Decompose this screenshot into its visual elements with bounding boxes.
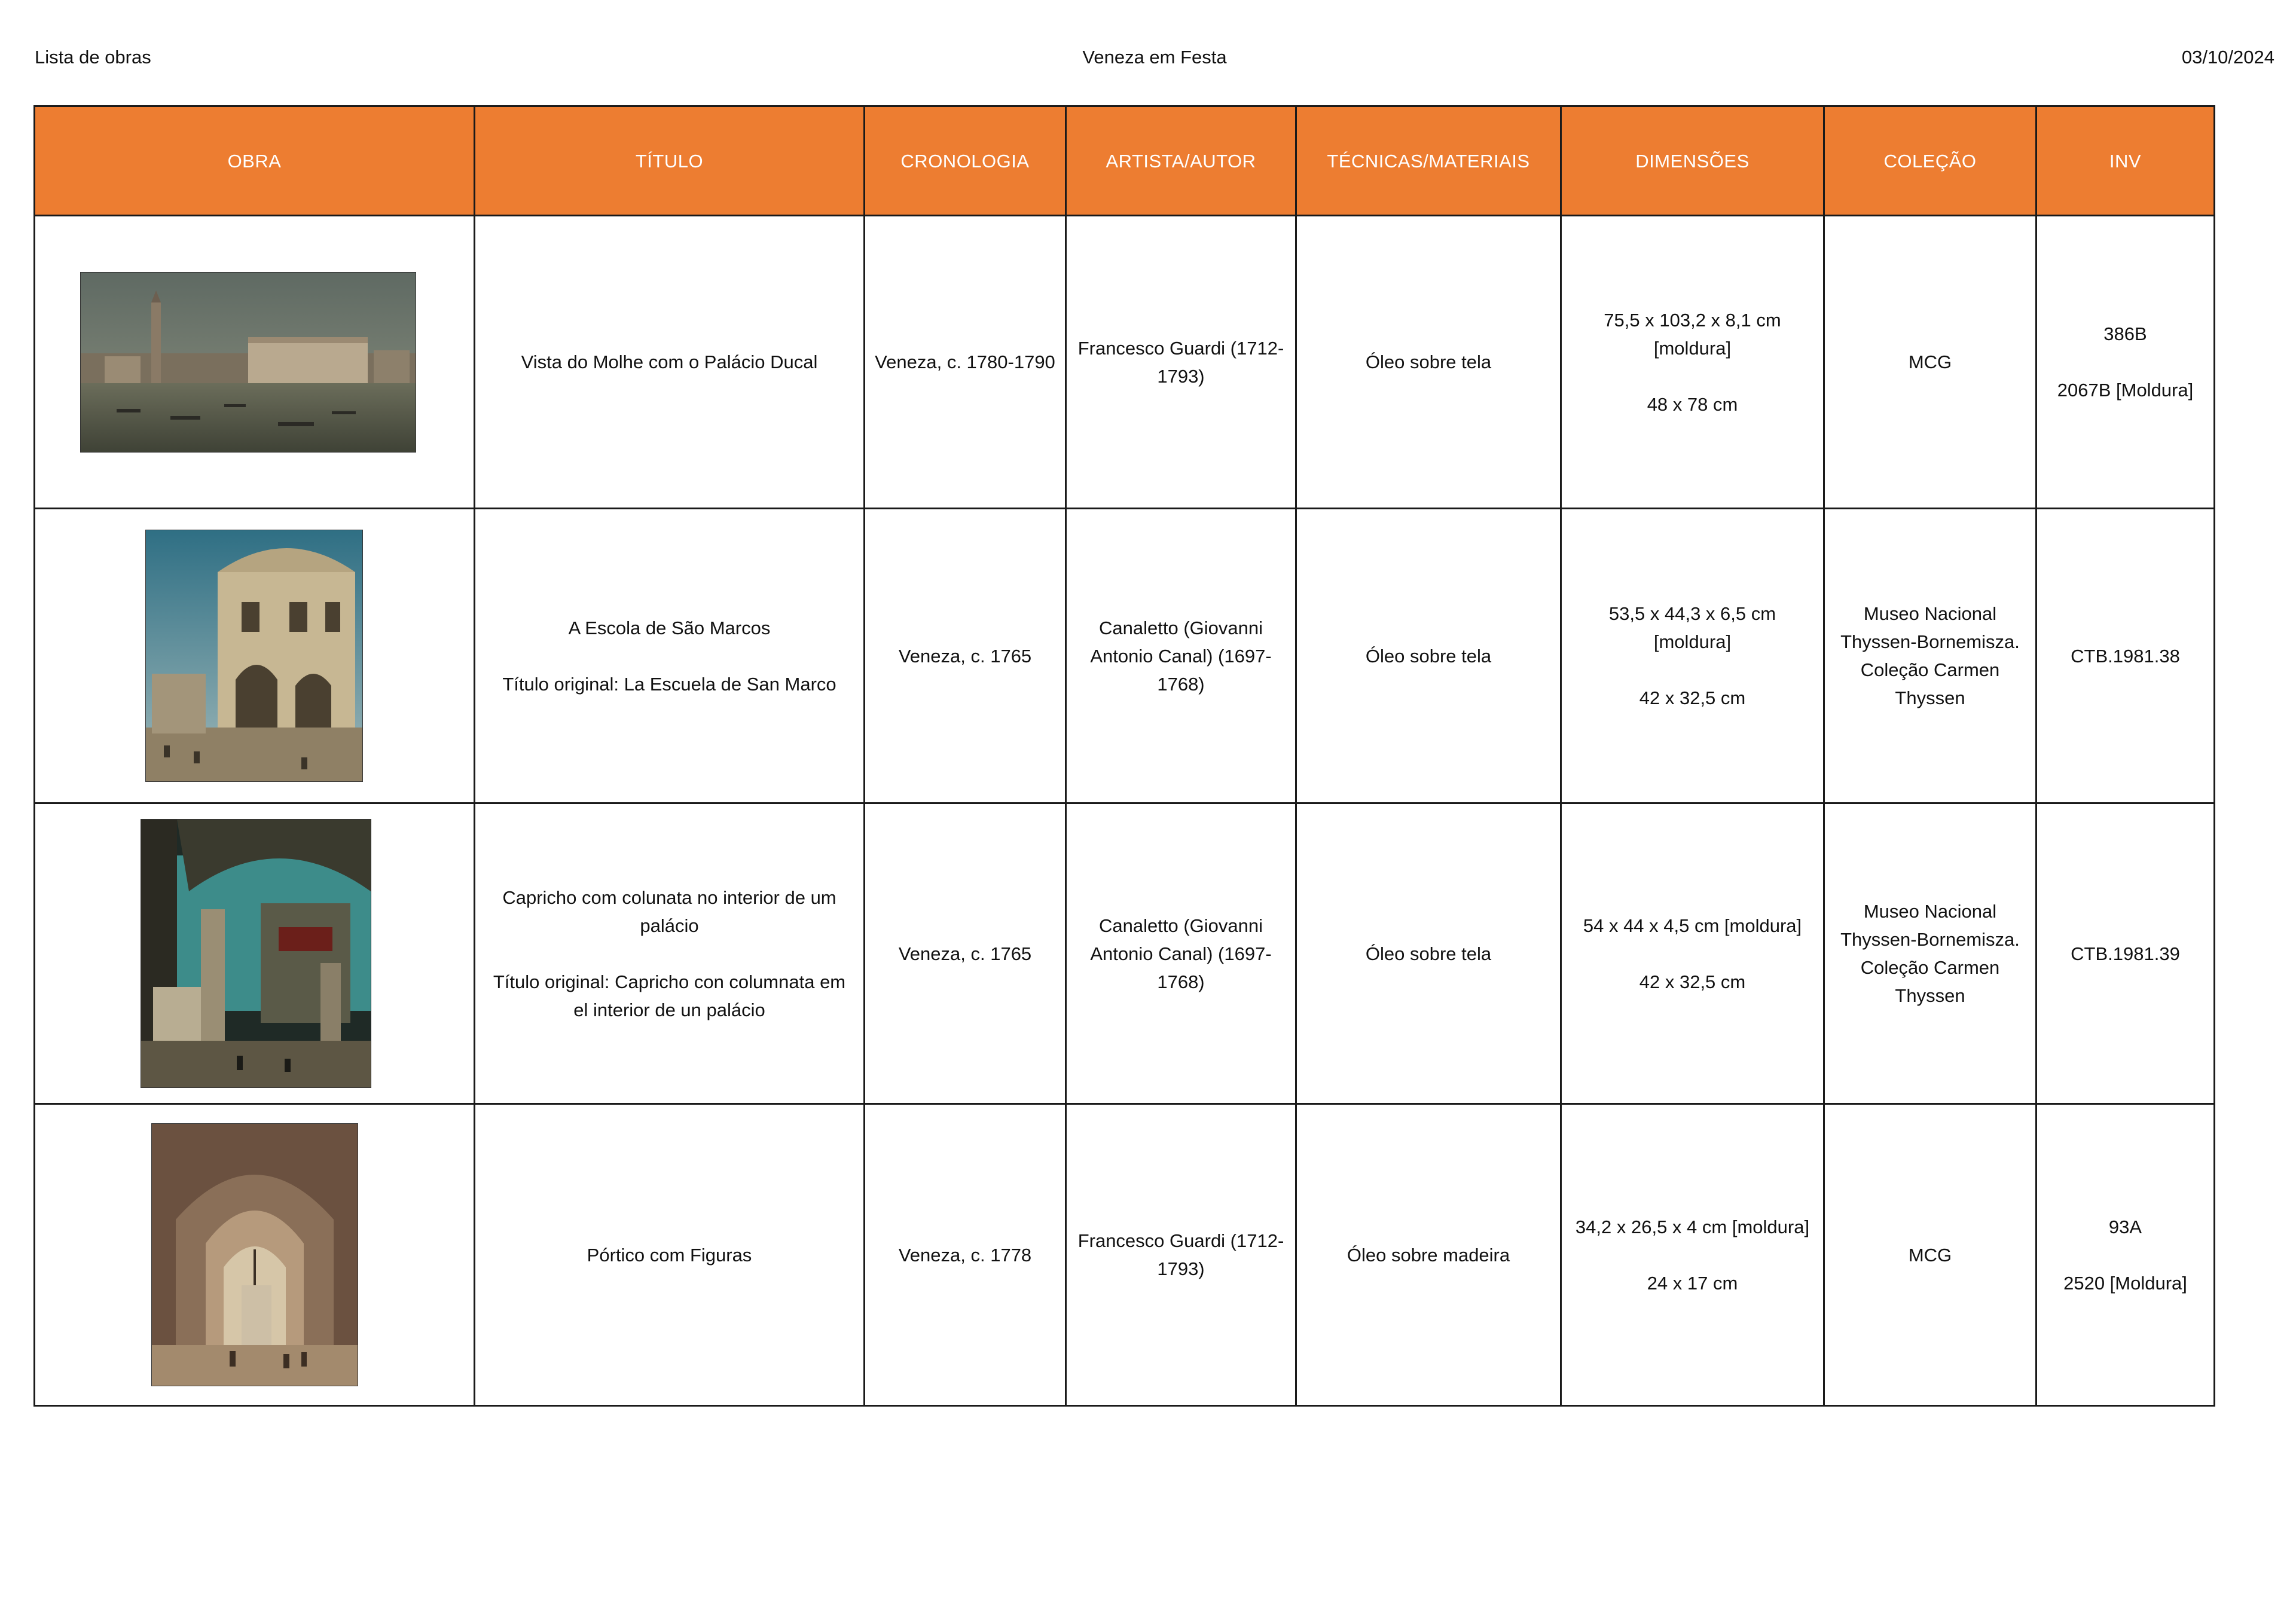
column-header-tecnicas: TÉCNICAS/MATERIAIS (1296, 106, 1561, 216)
column-header-inv: INV (2037, 106, 2215, 216)
artist-line: Antonio Canal) (1697- (1090, 943, 1272, 964)
dimensions-cell (1561, 1104, 1824, 1406)
artwork-image-cell (35, 216, 475, 509)
artwork-title: Capricho com colunata no interior de um (502, 887, 836, 908)
collection-line: MCG (1908, 1244, 1952, 1266)
title-gap (481, 940, 857, 968)
dimensions-gap (1568, 1241, 1817, 1269)
chronology-cell: Veneza, c. 1765 (865, 509, 1066, 803)
inventory-line: CTB.1981.39 (2071, 943, 2180, 964)
column-header-colecao: COLEÇÃO (1824, 106, 2037, 216)
technique-cell: Óleo sobre tela (1296, 803, 1561, 1104)
exhibition-title: Veneza em Festa (1082, 47, 1227, 68)
collection-line: Thyssen-Bornemisza. (1840, 929, 2020, 950)
artist-line: Antonio Canal) (1697- (1090, 645, 1272, 667)
artwork-thumbnail-molhe (80, 272, 416, 453)
dimensions-line: [moldura] (1653, 631, 1732, 652)
artwork-original-title: Título original: Capricho con columnata em (493, 971, 846, 992)
table-header-row (35, 106, 2215, 216)
artwork-original-title: Título original: La Escuela de San Marco (502, 673, 836, 695)
artwork-title-cell (475, 509, 865, 803)
collection-line: Thyssen-Bornemisza. (1840, 631, 2020, 652)
artist-line: 1793) (1157, 365, 1205, 387)
dimensions-line: 54 x 44 x 4,5 cm [moldura] (1583, 915, 1802, 936)
collection-line: Museo Nacional (1863, 603, 1997, 624)
artwork-title-cell (475, 1104, 865, 1406)
collection-line: Coleção Carmen (1860, 659, 2000, 680)
chronology-cell: Veneza, c. 1780-1790 (865, 216, 1066, 509)
table-row (35, 216, 2215, 509)
dimensions-line: 24 x 17 cm (1647, 1272, 1738, 1294)
column-header-dimensoes: DIMENSÕES (1561, 106, 1824, 216)
inventory-line: 93A (2108, 1216, 2142, 1237)
artwork-thumbnail-portico-figuras (151, 1123, 358, 1386)
artwork-title: A Escola de São Marcos (568, 617, 771, 638)
collection-cell (1824, 1104, 2037, 1406)
collection-line: Thyssen (1895, 687, 1965, 708)
dimensions-line: 48 x 78 cm (1647, 393, 1738, 415)
column-header-titulo: TÍTULO (475, 106, 865, 216)
dimensions-line: 42 x 32,5 cm (1639, 971, 1746, 992)
dimensions-line: 53,5 x 44,3 x 6,5 cm (1608, 603, 1776, 624)
inventory-line: 386B (2103, 323, 2147, 344)
inventory-line: CTB.1981.38 (2071, 645, 2180, 667)
artist-cell (1066, 509, 1296, 803)
column-header-obra: OBRA (35, 106, 475, 216)
artist-cell (1066, 803, 1296, 1104)
dimensions-line: 34,2 x 26,5 x 4 cm [moldura] (1575, 1216, 1810, 1237)
artist-line: Canaletto (Giovanni (1099, 915, 1263, 936)
artwork-title: Pórtico com Figuras (587, 1244, 752, 1266)
artist-cell (1066, 216, 1296, 509)
technique-cell: Óleo sobre tela (1296, 509, 1561, 803)
collection-cell (1824, 803, 2037, 1104)
artwork-title-cell (475, 216, 865, 509)
inventory-line: 2067B [Moldura] (2057, 380, 2194, 401)
page-header (35, 47, 2274, 73)
artist-line: 1793) (1157, 1258, 1205, 1279)
table-row (35, 1104, 2215, 1406)
table-row (35, 803, 2215, 1104)
artwork-image-cell (35, 803, 475, 1104)
column-header-cronologia: CRONOLOGIA (865, 106, 1066, 216)
inventory-cell (2037, 216, 2215, 509)
document-type-label: Lista de obras (35, 47, 151, 68)
dimensions-gap (1568, 940, 1817, 968)
collection-cell (1824, 509, 2037, 803)
collection-line: MCG (1908, 352, 1952, 372)
table-row (35, 509, 2215, 803)
inventory-cell (2037, 803, 2215, 1104)
technique-cell: Óleo sobre madeira (1296, 1104, 1561, 1406)
inventory-line: 2520 [Moldura] (2063, 1272, 2187, 1294)
dimensions-line: 42 x 32,5 cm (1639, 687, 1746, 708)
inventory-gap (2043, 348, 2208, 376)
artwork-original-title: el interior de un palácio (573, 999, 765, 1020)
artist-line: 1768) (1157, 971, 1205, 992)
document-date: 03/10/2024 (2181, 47, 2274, 68)
column-header-artista: ARTISTA/AUTOR (1066, 106, 1296, 216)
collection-line: Thyssen (1895, 985, 1965, 1006)
dimensions-line: [moldura] (1653, 337, 1732, 359)
artwork-title-cell (475, 803, 865, 1104)
title-gap (481, 642, 857, 670)
artist-line: Canaletto (Giovanni (1099, 617, 1263, 638)
artist-line: 1768) (1157, 673, 1205, 695)
dimensions-cell (1561, 216, 1824, 509)
dimensions-gap (1568, 656, 1817, 684)
artist-line: Francesco Guardi (1712- (1077, 337, 1284, 359)
artwork-image-cell (35, 1104, 475, 1406)
artwork-title: palácio (640, 915, 699, 936)
chronology-cell: Veneza, c. 1765 (865, 803, 1066, 1104)
works-table (33, 105, 2215, 1407)
collection-line: Coleção Carmen (1860, 957, 2000, 978)
artwork-image-cell (35, 509, 475, 803)
artwork-thumbnail-escola-sao-marcos (145, 530, 363, 782)
dimensions-gap (1568, 362, 1817, 390)
dimensions-cell (1561, 509, 1824, 803)
chronology-cell: Veneza, c. 1778 (865, 1104, 1066, 1406)
technique-cell: Óleo sobre tela (1296, 216, 1561, 509)
dimensions-cell (1561, 803, 1824, 1104)
inventory-gap (2043, 1241, 2208, 1269)
artwork-thumbnail-capricho-colunata (141, 819, 371, 1088)
artist-cell (1066, 1104, 1296, 1406)
inventory-cell (2037, 509, 2215, 803)
artist-line: Francesco Guardi (1712- (1077, 1230, 1284, 1251)
artwork-title: Vista do Molhe com o Palácio Ducal (521, 352, 818, 372)
collection-cell (1824, 216, 2037, 509)
inventory-cell (2037, 1104, 2215, 1406)
dimensions-line: 75,5 x 103,2 x 8,1 cm (1604, 309, 1781, 331)
collection-line: Museo Nacional (1863, 901, 1997, 922)
